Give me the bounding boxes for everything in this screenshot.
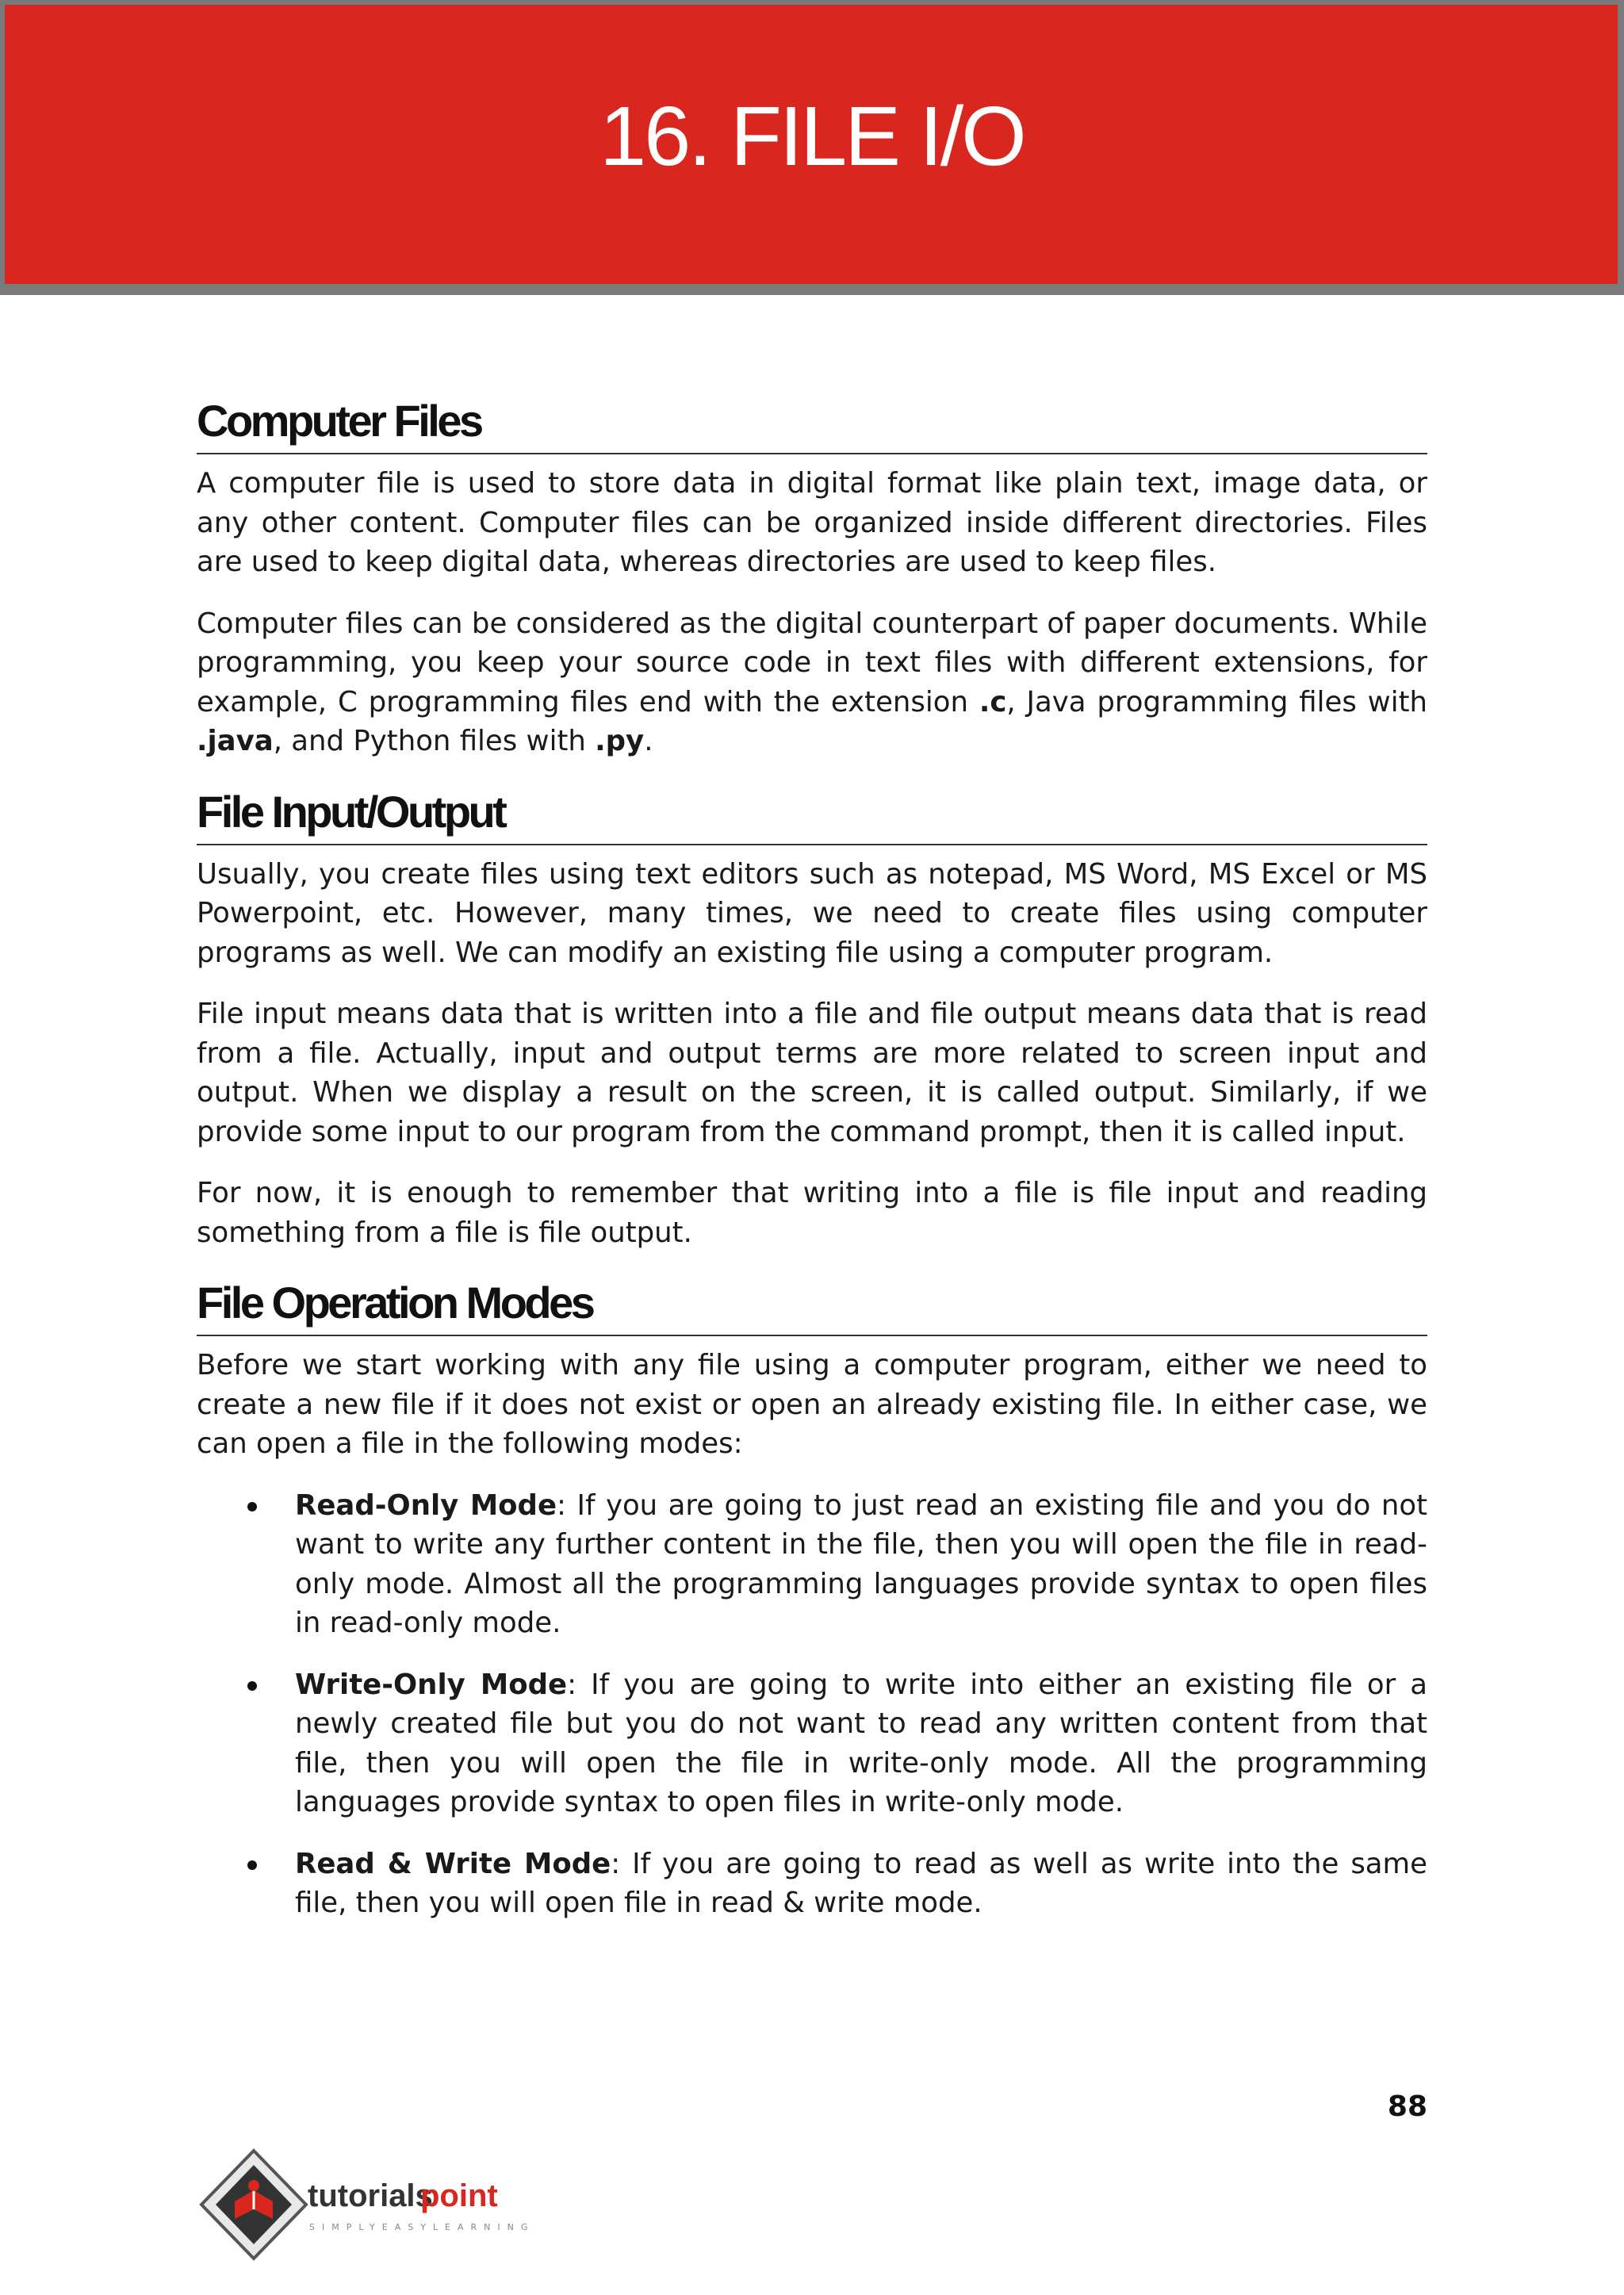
code-extension: .c [979,685,1007,718]
text-run: , Java programming files with [1006,685,1427,718]
bullet-icon [247,1681,257,1691]
paragraph [197,604,1427,761]
page-content [197,393,1427,1945]
section-file-input-output [197,784,1427,1253]
mode-term: Write-Only Mode [295,1668,568,1701]
text-run: , and Python files with [273,725,596,757]
paragraph: Before we start working with any file using a computer program, either we need to create a new file if it does not exist or open an already existing file. In either case, we can open a file in the following modes: [197,1349,1427,1460]
page-number: 88 [1387,2090,1427,2123]
paragraph: For now, it is enough to remember that writing into a file is file input and reading something from a file is file output. [197,1177,1427,1249]
list-item [197,1486,1427,1643]
mode-description: : If you are going to just read an existing file and you do not want to write any further content in the file, then you will open the file in read-only mode. Almost all the programming languages provide syntax to open files in read-only mode. [295,1488,1428,1639]
paragraph: A computer file is used to store data in digital format like plain text, image data, or any other content. Computer files can be organized inside different directories. Files are used to keep digital data, whereas directories are used to keep files. [197,467,1427,578]
paragraph: File input means data that is written into a file and file output means data that is read from a file. Actually, input and output terms are more related to screen input and output. When we display a result on the screen, it is called output. Similarly, if we provide some input to our program from the command prompt, then it is called input. [197,998,1427,1148]
mode-description: : If you are going to read as well as write into the same file, then you will open file in read & write mode. [295,1847,1427,1919]
bullet-icon [247,1860,257,1870]
logo-tagline: SIMPLYEASYLEARNING [309,2222,535,2232]
paragraph: Usually, you create files using text editors such as notepad, MS Word, MS Excel or MS Powerpoint, etc. However, many times, we need to create files using computer programs as well. We can modify an existing file using a computer program. [197,857,1427,969]
mode-term: Read & Write Mode [295,1847,611,1880]
section-computer-files [197,393,1427,761]
logo-brand-text-2: point [420,2178,498,2213]
section-title: Computer Files [197,393,1427,454]
modes-list [197,1486,1427,1923]
code-extension: .java [197,725,274,757]
list-item [197,1845,1427,1923]
text-run: Computer files can be considered as the digital counterpart of paper documents. While programming, you keep your source code in text files with different extensions, for example, C programming files end with the extension [197,607,1427,718]
bullet-icon [247,1502,257,1511]
logo-brand-text-1: tutorials [308,2178,433,2213]
text-run: . [644,725,653,757]
section-title: File Operation Modes [197,1274,1427,1336]
list-item [197,1665,1427,1822]
tutorialspoint-logo [190,2141,603,2268]
chapter-title: 16. FILE I/O [599,90,1025,183]
code-extension: .py [595,725,645,757]
mode-term: Read-Only Mode [295,1488,557,1522]
mode-description: : If you are going to write into either an existing file or a newly created file but you do not want to read any written content from that file, then you will open the file in write-only mode. All the programming languages provide syntax to open files in write-only mode. [295,1668,1427,1818]
tutorialspoint-logo-icon [201,2151,306,2259]
section-file-operation-modes [197,1274,1427,1923]
section-title: File Input/Output [197,784,1427,845]
